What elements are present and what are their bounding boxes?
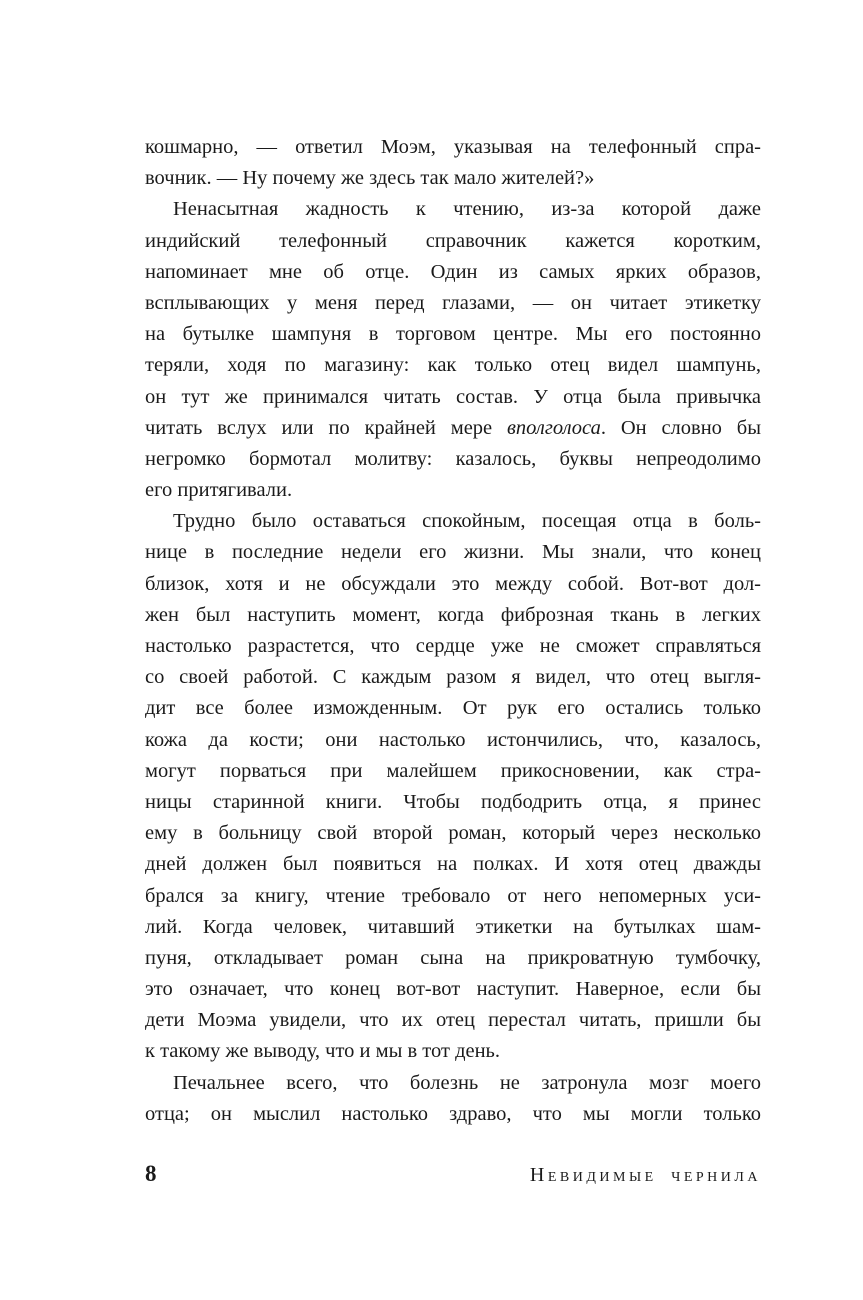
text-line: пуня, откладывает роман сына на прикроватную тумбочку, [145, 946, 761, 969]
text-line: кожа да кости; они настолько истончились, что, казалось, [145, 728, 761, 751]
text-line: читать вслух или по крайней мере вполголоса. Он словно бы [145, 416, 761, 439]
text-line: жен был наступить момент, когда фиброзная ткань в легких [145, 603, 761, 626]
text-line: напоминает мне об отце. Один из самых ярких образов, [145, 260, 761, 283]
italic-phrase: вполголоса [507, 416, 601, 439]
running-title: Невидимые чернила [529, 1164, 761, 1186]
text-line: ему в больницу свой второй роман, который через несколько [145, 822, 761, 845]
body-text [145, 132, 761, 1130]
text-line: дней должен был появиться на полках. И хотя отец дважды [145, 853, 761, 876]
text-line: Ненасытная жадность к чтению, из-за которой даже [173, 198, 761, 221]
text-line: дети Моэма увидели, что их отец перестал читать, пришли бы [145, 1009, 761, 1032]
text-line: всплывающих у меня перед глазами, — он читает этикетку [145, 291, 761, 314]
text-line: это означает, что конец вот-вот наступит. Наверное, если бы [145, 978, 761, 1001]
text-line: теряли, ходя по магазину: как только отец видел шампунь, [145, 354, 761, 377]
text-line: со своей работой. С каждым разом я видел, что отец выгля- [145, 666, 761, 689]
text-line: на бутылке шампуня в торговом центре. Мы его постоянно [145, 323, 761, 346]
text-line: могут порваться при малейшем прикосновении, как стра- [145, 759, 761, 782]
text-line: вочник. — Ну почему же здесь так мало жителей?» [145, 167, 595, 190]
text-line: дит все более изможденным. От рук его остались только [145, 697, 761, 720]
text-line: Трудно было оставаться спокойным, посещая отца в боль- [173, 510, 761, 533]
text-line: к такому же выводу, что и мы в тот день. [145, 1040, 501, 1063]
text-line: нице в последние недели его жизни. Мы знали, что конец [145, 541, 761, 564]
text-line: кошмарно, — ответил Моэм, указывая на телефонный спра- [145, 136, 761, 158]
text-line: близок, хотя и не обсуждали это между собой. Вот-вот дол- [145, 572, 761, 595]
page-number: 8 [145, 1161, 157, 1186]
text-line: он тут же принимался читать состав. У отца была привычка [145, 385, 761, 408]
page-footer [145, 1162, 761, 1187]
text-line: настолько разрастется, что сердце уже не сможет справляться [145, 635, 761, 657]
text-line: Печальнее всего, что болезнь не затронула мозг моего [173, 1071, 761, 1094]
text-line: негромко бормотал молитву: казалось, буквы непреодолимо [145, 447, 761, 470]
text-line: ницы старинной книги. Чтобы подбодрить отца, я принес [145, 790, 761, 813]
text-line: индийский телефонный справочник кажется коротким, [145, 229, 761, 252]
text-line: брался за книгу, чтение требовало от него непомерных уси- [145, 884, 761, 907]
text-line: лий. Когда человек, читавший этикетки на бутылках шам- [145, 915, 761, 938]
text-line: отца; он мыслил настолько здраво, что мы могли только [145, 1102, 761, 1125]
text-line: его притягивали. [145, 479, 293, 502]
